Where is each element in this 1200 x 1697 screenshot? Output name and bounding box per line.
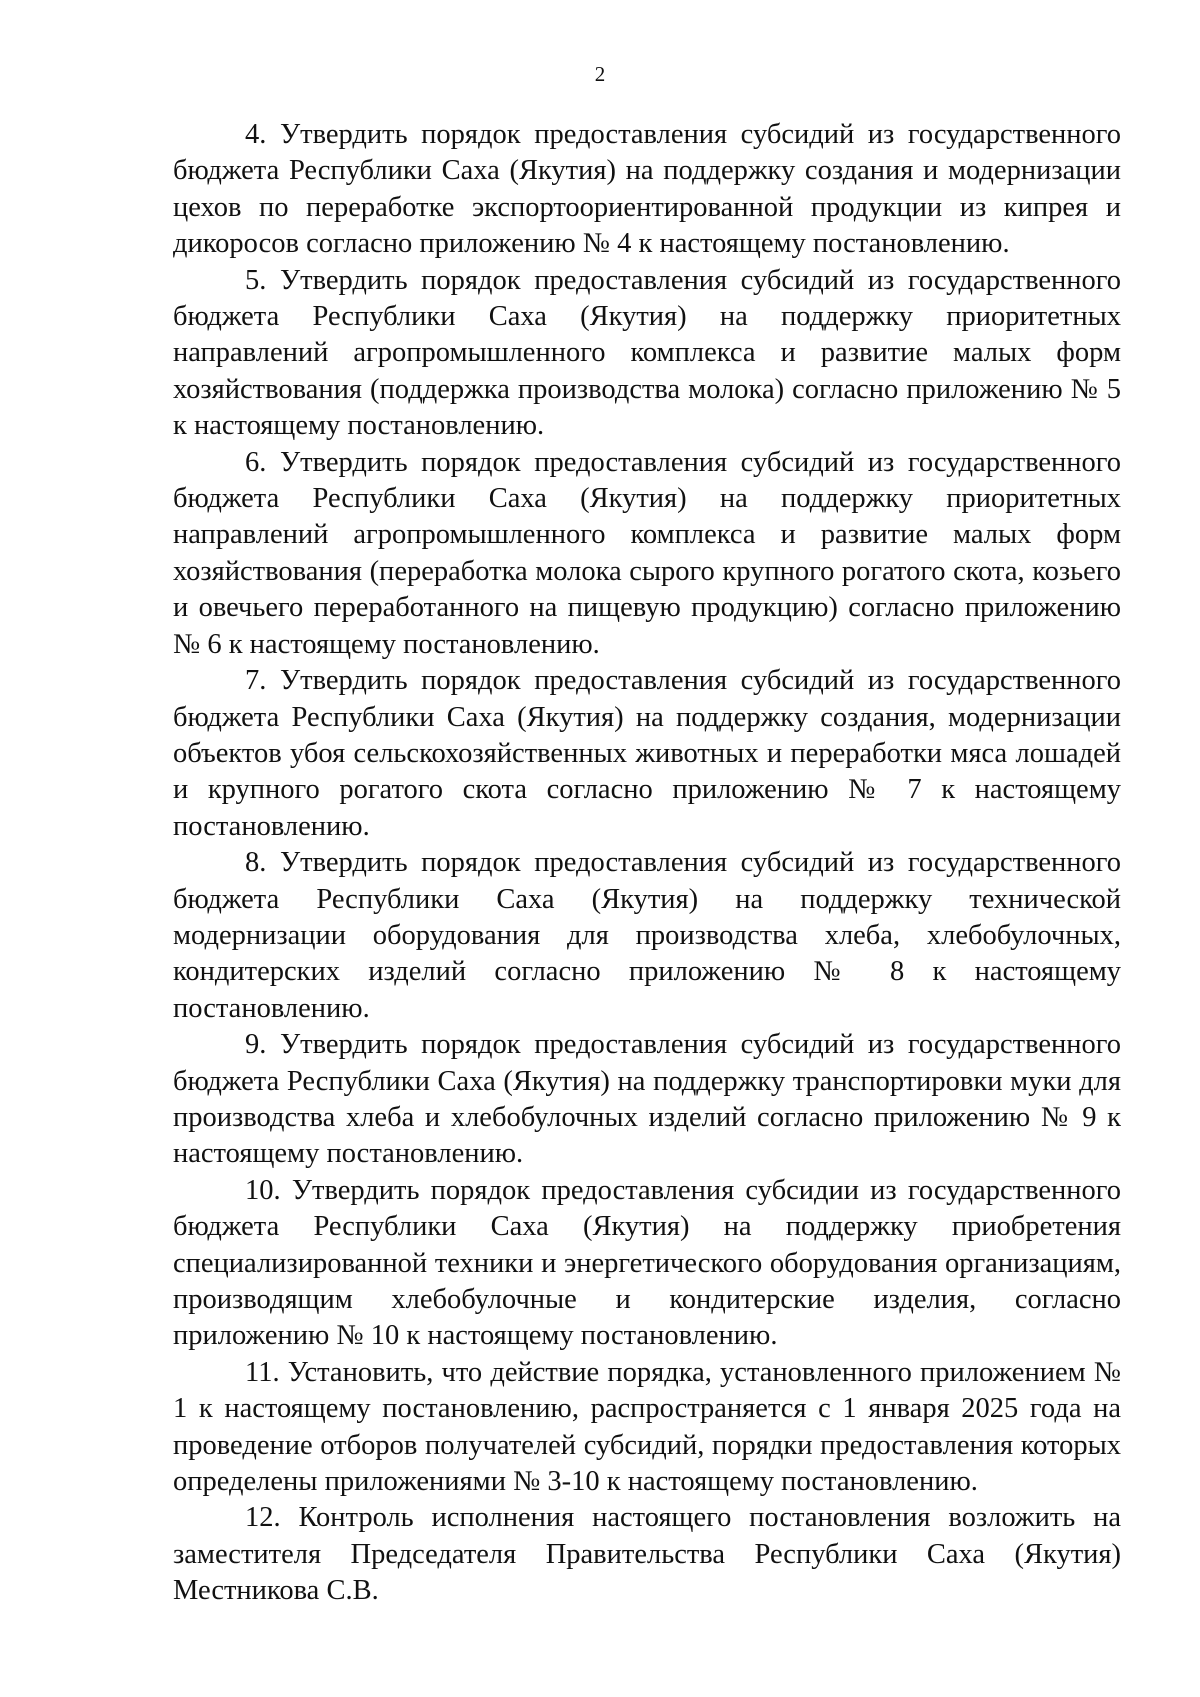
- paragraph-item-11: 11. Установить, что действие порядка, установленного приложением № 1 к настоящему постановлению, распространяется с 1 января 2025 года на проведение отборов получателей субсидий, порядки предоставления которых определены приложениями № 3-10 к настоящему постановлению.: [173, 1356, 1121, 1498]
- paragraph-item-8: 8. Утвердить порядок предоставления субсидий из государственного бюджета Республики Саха (Якутия) на поддержку технической модернизации оборудования для производства хлеба, хлебобулочных, кондитерских изделий согласно приложению № 8 к настоящему постановлению.: [173, 847, 1121, 1024]
- paragraph-item-4: 4. Утвердить порядок предоставления субсидий из государственного бюджета Республики Саха (Якутия) на поддержку создания и модернизации цехов по переработке экспортоориентированной продукции из кипрея и дикоросов согласно приложению № 4 к настоящему постановлению.: [173, 119, 1121, 260]
- paragraph-item-6: 6. Утвердить порядок предоставления субсидий из государственного бюджета Республики Саха (Якутия) на поддержку приоритетных направлений агропромышленного комплекса и развитие малых форм хозяйствования (переработка молока сырого крупного рогатого скота, козьего и овечьего переработанного на пищевую продукцию) согласно приложению № 6 к настоящему постановлению.: [173, 446, 1121, 660]
- paragraph-item-10: 10. Утвердить порядок предоставления субсидии из государственного бюджета Республики Саха (Якутия) на поддержку приобретения специализированной техники и энергетического оборудования организациям, производящим хлебобулочные и кондитерские изделия, согласно приложению № 10 к настоящему постановлению.: [173, 1174, 1121, 1352]
- paragraph-item-7: 7. Утвердить порядок предоставления субсидий из государственного бюджета Республики Саха (Якутия) на поддержку создания, модернизации объектов убоя сельскохозяйственных животных и переработки мяса лошадей и крупного рогатого скота согласно приложению № 7 к настоящему постановлению.: [173, 665, 1121, 842]
- document-body: [173, 117, 1121, 1610]
- page-number: 2: [594, 62, 606, 86]
- paragraph-item-9: 9. Утвердить порядок предоставления субсидий из государственного бюджета Республики Саха (Якутия) на поддержку транспортировки муки для производства хлеба и хлебобулочных изделий согласно приложению № 9 к настоящему постановлению.: [173, 1029, 1121, 1170]
- paragraph-item-12: 12. Контроль исполнения настоящего постановления возложить на заместителя Председателя Правительства Республики Саха (Якутия) Местникова С.В.: [173, 1502, 1121, 1607]
- paragraph-item-5: 5. Утвердить порядок предоставления субсидий из государственного бюджета Республики Саха (Якутия) на поддержку приоритетных направлений агропромышленного комплекса и развитие малых форм хозяйствования (поддержка производства молока) согласно приложению № 5 к настоящему постановлению.: [173, 264, 1121, 442]
